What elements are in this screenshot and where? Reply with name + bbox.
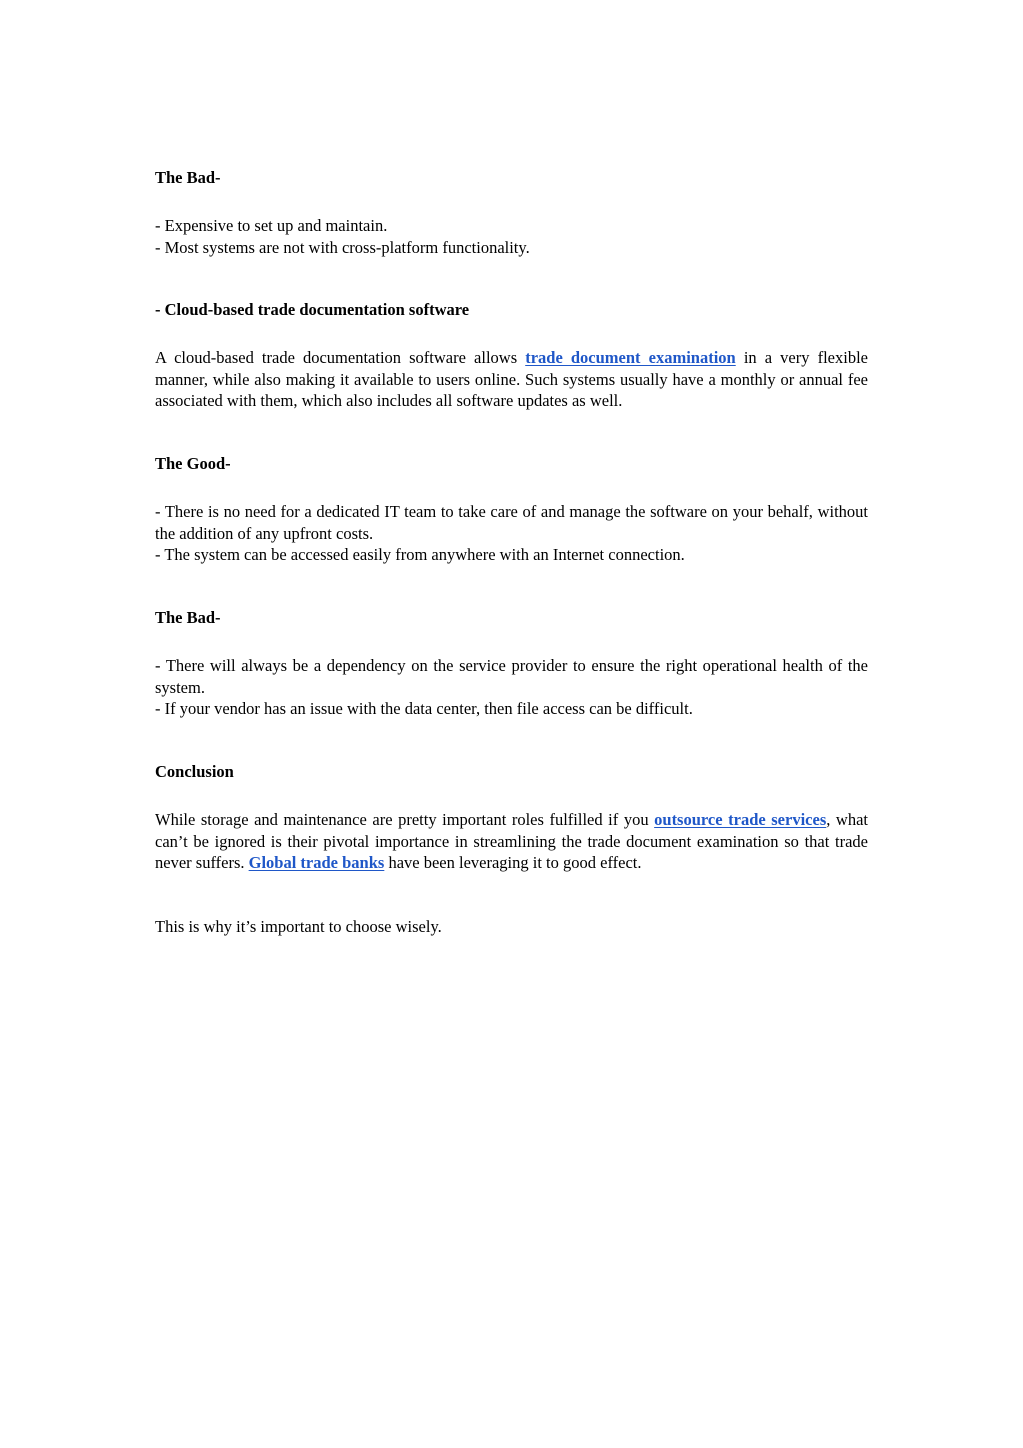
link-trade-document-examination[interactable]: trade document examination <box>525 348 736 367</box>
section-heading-the-bad-2: The Bad- <box>155 608 221 627</box>
list-item: - There will always be a dependency on the service provider to ensure the right operational health of the system. <box>155 656 868 697</box>
bullet-list-the-bad <box>155 215 868 258</box>
paragraph-text: have been leveraging it to good effect. <box>384 853 642 872</box>
paragraph-text: in a very flexible manner, while also making it available to users online. Such systems usually have a monthly or annual fee associated with them, which also includes all software updates as well. <box>155 348 868 410</box>
paragraph-conclusion <box>155 809 868 874</box>
list-item: - There is no need for a dedicated IT team to take care of and manage the software on your behalf, without the addition of any upfront costs. <box>155 502 868 543</box>
bullet-list-the-bad-2 <box>155 655 868 720</box>
list-item: - Most systems are not with cross-platform functionality. <box>155 237 530 257</box>
list-item: - Expensive to set up and maintain. <box>155 216 388 235</box>
closing-sentence: This is why it’s important to choose wisely. <box>155 917 442 936</box>
list-item: - If your vendor has an issue with the data center, then file access can be difficult. <box>155 699 693 718</box>
section-heading-conclusion: Conclusion <box>155 762 234 781</box>
link-global-trade-banks[interactable]: Global trade banks <box>248 853 385 872</box>
paragraph-text: While storage and maintenance are pretty important roles fulfilled if you <box>155 810 655 829</box>
section-heading-the-good: The Good- <box>155 454 231 473</box>
paragraph-cloud-software <box>155 347 868 412</box>
bullet-list-the-good <box>155 501 868 566</box>
paragraph-text: , what can’t be ignored is their pivotal importance in streamlining the trade document examination so that trade never suffers. <box>155 810 869 872</box>
section-heading-the-bad: The Bad- <box>155 168 221 187</box>
paragraph-text: A cloud-based trade documentation software allows <box>155 348 526 367</box>
link-outsource-trade-services[interactable]: outsource trade services <box>654 810 827 829</box>
list-item: - The system can be accessed easily from anywhere with an Internet connection. <box>155 545 685 564</box>
section-heading-cloud-software: - Cloud-based trade documentation software <box>155 300 470 319</box>
